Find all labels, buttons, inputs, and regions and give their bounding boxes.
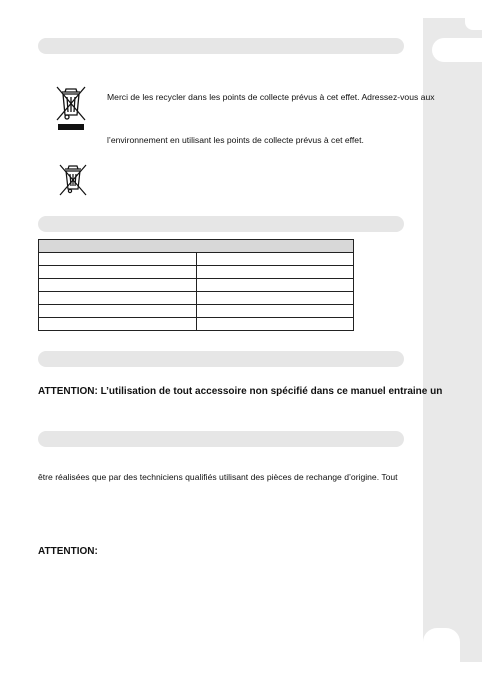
recycling-text-line-2: l’environnement en utilisant les points de collecte prévus à cet effet. <box>107 135 364 145</box>
table-row <box>39 279 354 292</box>
accessory-warning: ATTENTION: L’utilisation de tout accessoire non spécifié dans ce manuel entraine un <box>38 386 443 397</box>
service-text: être réalisées que par des techniciens qualifiés utilisant des pièces de rechange d’origine. Tout <box>38 472 398 482</box>
maintenance-warning: ATTENTION: <box>38 546 98 557</box>
section-bar-accessories <box>38 351 404 367</box>
table-row <box>39 292 354 305</box>
weee-crossed-bin-icon <box>53 82 89 132</box>
table-row <box>39 253 354 266</box>
table-row <box>39 305 354 318</box>
specifications-table <box>38 239 354 331</box>
section-bar-specifications <box>38 216 404 232</box>
side-tab-notch <box>432 38 482 62</box>
side-tab-corner <box>465 18 482 30</box>
page-number-tab <box>423 628 460 662</box>
recycling-text-line-1: Merci de les recycler dans les points de collecte prévus à cet effet. Adressez-vous aux <box>107 92 435 102</box>
table-header <box>39 240 354 253</box>
section-bar-maintenance <box>38 431 404 447</box>
table-row <box>39 318 354 331</box>
side-tab <box>423 18 482 662</box>
section-bar-recycling <box>38 38 404 54</box>
battery-crossed-bin-icon <box>57 162 89 198</box>
table-row <box>39 266 354 279</box>
